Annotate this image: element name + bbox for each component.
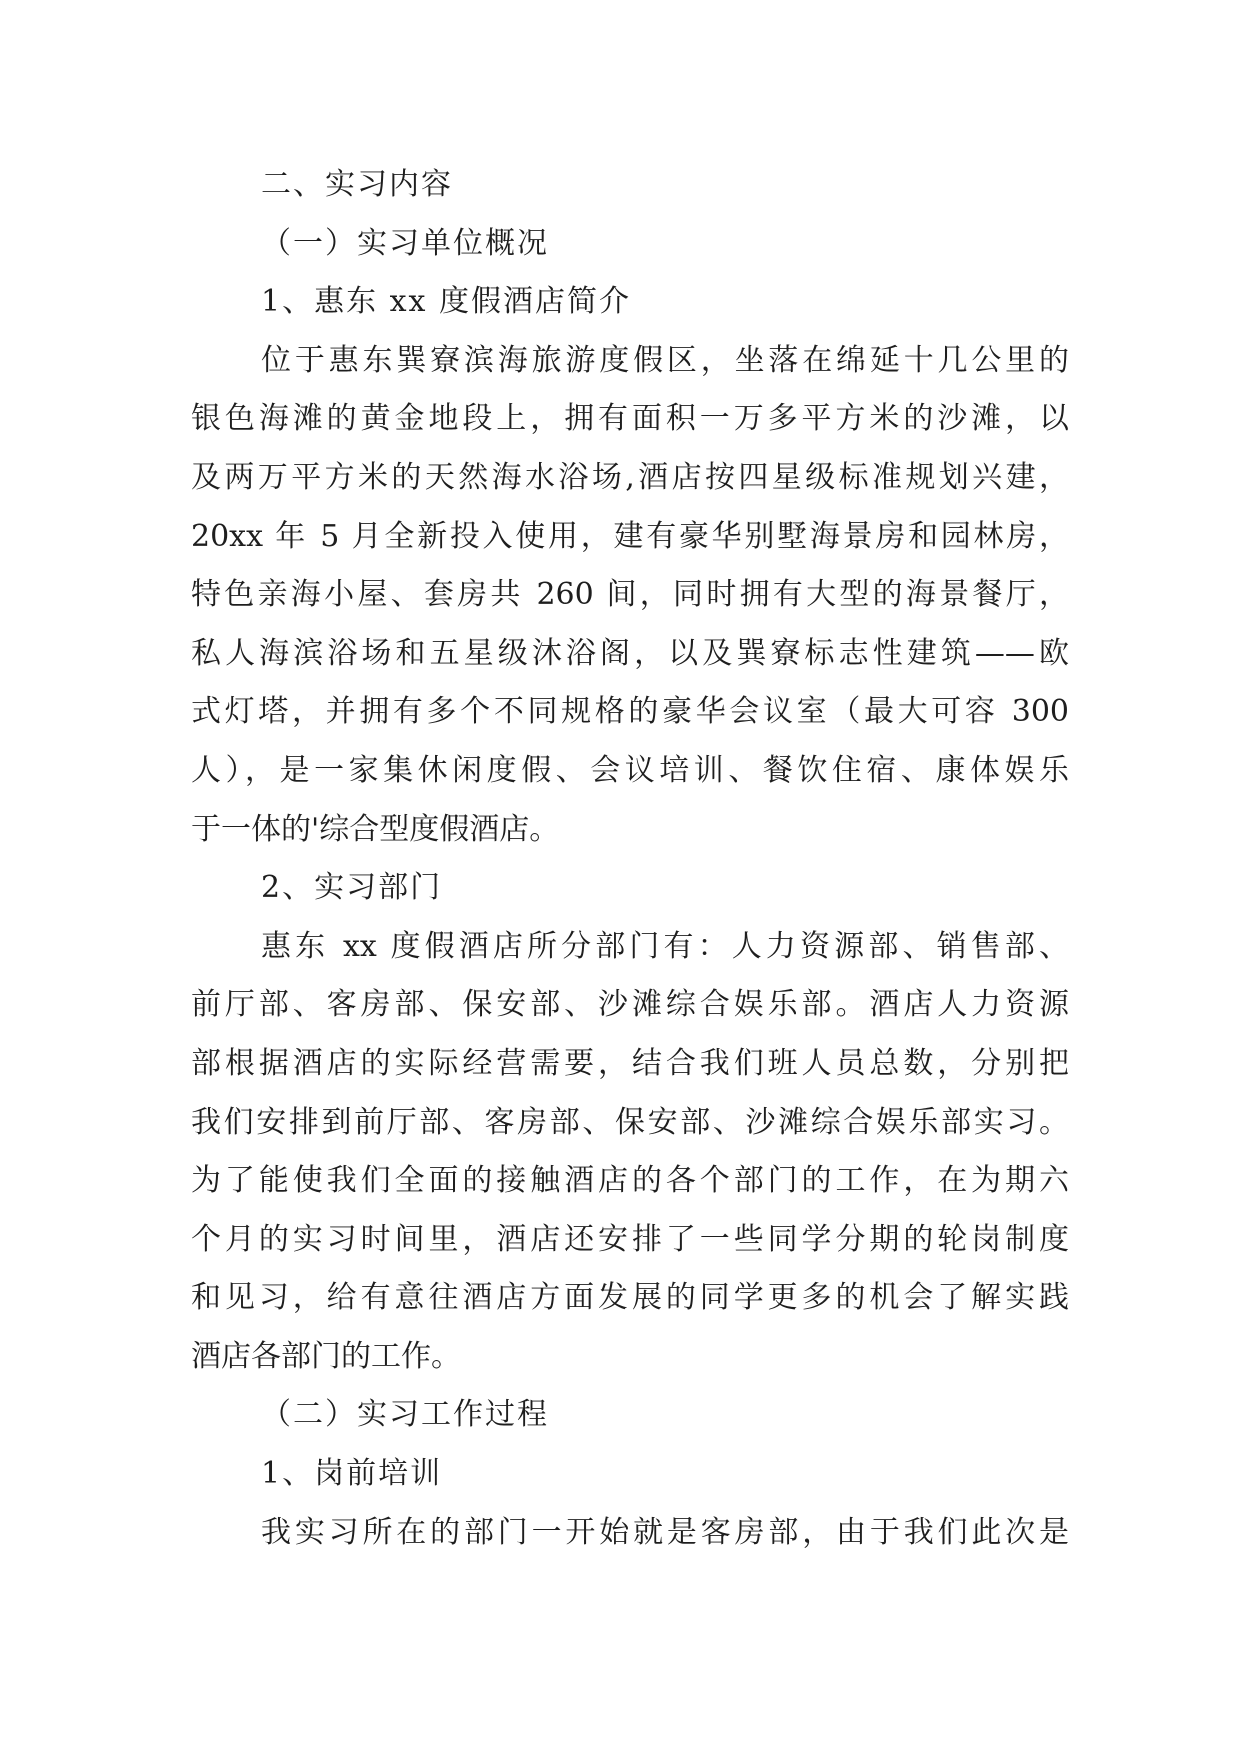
paragraph-line: 特色亲海小屋、套房共 260 间，同时拥有大型的海景餐厅， [191, 577, 1069, 613]
paragraph [191, 1504, 1069, 1563]
paragraph [191, 332, 1069, 859]
paragraph-line: 式灯塔，并拥有多个不同规格的豪华会议室（最大可容 300 [191, 694, 1069, 730]
subsection-heading: （二）实习工作过程 [261, 1397, 549, 1433]
item-heading: 2、实习部门 [261, 870, 443, 906]
paragraph-line: 和见习，给有意往酒店方面发展的同学更多的机会了解实践 [191, 1280, 1069, 1316]
paragraph-line: 我实习所在的部门一开始就是客房部，由于我们此次是 [261, 1514, 1069, 1550]
paragraph-line: 部根据酒店的实际经营需要，结合我们班人员总数，分别把 [191, 1045, 1069, 1081]
subsection-heading: （一）实习单位概况 [261, 225, 549, 261]
paragraph-line: 20xx 年 5 月全新投入使用，建有豪华别墅海景房和园林房， [191, 518, 1069, 554]
paragraph-line: 酒店各部门的工作。 [191, 1338, 461, 1374]
paragraph-line: 私人海滨浴场和五星级沐浴阁，以及巽寮标志性建筑——欧 [191, 635, 1069, 671]
paragraph-line: 及两万平方米的天然海水浴场,酒店按四星级标准规划兴建， [191, 459, 1069, 495]
paragraph-line: 前厅部、客房部、保安部、沙滩综合娱乐部。酒店人力资源 [191, 987, 1069, 1023]
paragraph-line: 位于惠东巽寮滨海旅游度假区，坐落在绵延十几公里的 [261, 342, 1069, 378]
paragraph-line: 于一体的'综合型度假酒店。 [191, 811, 560, 847]
paragraph-line: 个月的实习时间里，酒店还安排了一些同学分期的轮岗制度 [191, 1221, 1069, 1257]
item-heading: 1、岗前培训 [261, 1456, 443, 1492]
paragraph-line: 银色海滩的黄金地段上，拥有面积一万多平方米的沙滩，以 [191, 401, 1069, 437]
paragraph [191, 918, 1069, 1387]
item-heading: 1、惠东 xx 度假酒店简介 [261, 284, 631, 320]
paragraph-line: 为了能使我们全面的接触酒店的各个部门的工作，在为期六 [191, 1163, 1069, 1199]
section-heading: 二、实习内容 [261, 167, 453, 202]
paragraph-line: 惠东 xx 度假酒店所分部门有：人力资源部、销售部、 [261, 928, 1069, 964]
document-body [191, 156, 1069, 1562]
paragraph-line: 人），是一家集休闲度假、会议培训、餐饮住宿、康体娱乐 [191, 752, 1069, 788]
paragraph-line: 我们安排到前厅部、客房部、保安部、沙滩综合娱乐部实习。 [191, 1104, 1069, 1140]
